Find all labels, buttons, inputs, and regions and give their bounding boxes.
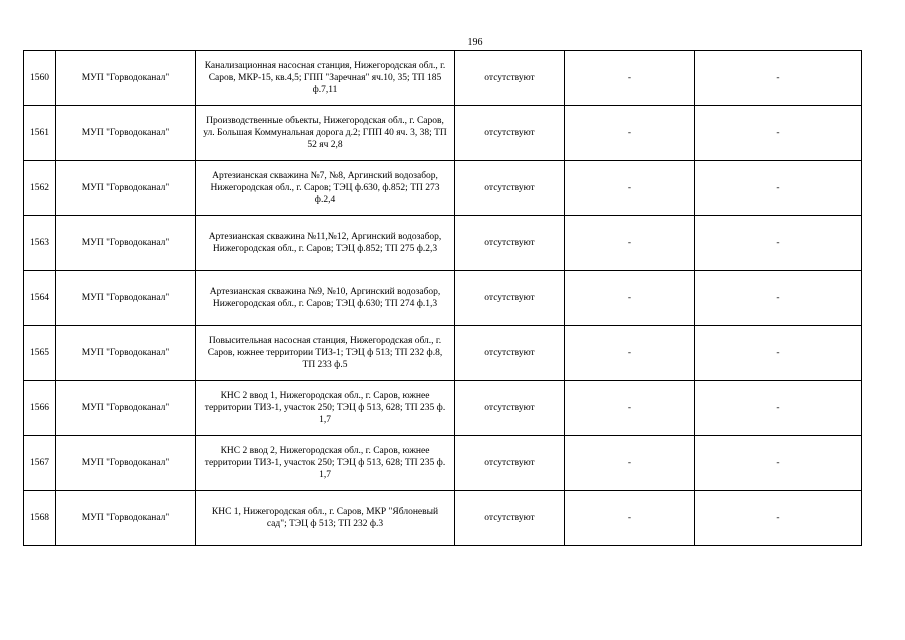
organization-cell: МУП "Горводоканал" — [56, 51, 196, 106]
status-cell: отсутствуют — [455, 51, 565, 106]
organization-cell: МУП "Горводоканал" — [56, 326, 196, 381]
table-row — [24, 381, 862, 436]
status-cell: отсутствуют — [455, 161, 565, 216]
table-row — [24, 271, 862, 326]
table-row — [24, 491, 862, 546]
object-description-cell: КНС 1, Нижегородская обл., г. Саров, МКР "Яблоневый сад"; ТЭЦ ф 513; ТП 232 ф.3 — [196, 491, 455, 546]
organization-cell: МУП "Горводоканал" — [56, 491, 196, 546]
column-5-cell: - — [565, 436, 695, 491]
table-row — [24, 161, 862, 216]
column-6-cell: - — [695, 436, 862, 491]
organization-cell: МУП "Горводоканал" — [56, 216, 196, 271]
row-number: 1568 — [24, 491, 56, 546]
column-6-cell: - — [695, 381, 862, 436]
column-5-cell: - — [565, 491, 695, 546]
object-description-cell: Производственные объекты, Нижегородская обл., г. Саров, ул. Большая Коммунальная дорога д.2; ГПП 40 яч. 3, 38; ТП 52 яч 2,8 — [196, 106, 455, 161]
status-cell: отсутствуют — [455, 216, 565, 271]
organization-cell: МУП "Горводоканал" — [56, 271, 196, 326]
column-6-cell: - — [695, 216, 862, 271]
object-description-cell: Артезианская скважина №11,№12, Аргинский водозабор, Нижегородская обл., г. Саров; ТЭЦ ф.852; ТП 275 ф.2,3 — [196, 216, 455, 271]
object-description-cell: Повысительная насосная станция, Нижегородская обл., г. Саров, южнее территории ТИЗ-1; ТЭЦ ф 513; ТП 232 ф.8, ТП 233 ф.5 — [196, 326, 455, 381]
table-row — [24, 106, 862, 161]
status-cell: отсутствуют — [455, 271, 565, 326]
column-5-cell: - — [565, 216, 695, 271]
column-5-cell: - — [565, 271, 695, 326]
organization-cell: МУП "Горводоканал" — [56, 106, 196, 161]
organization-cell: МУП "Горводоканал" — [56, 161, 196, 216]
object-description-cell: Артезианская скважина №7, №8, Аргинский водозабор, Нижегородская обл., г. Саров; ТЭЦ ф.630, ф.852; ТП 273 ф.2,4 — [196, 161, 455, 216]
row-number: 1562 — [24, 161, 56, 216]
row-number: 1564 — [24, 271, 56, 326]
row-number: 1567 — [24, 436, 56, 491]
status-cell: отсутствуют — [455, 326, 565, 381]
status-cell: отсутствуют — [455, 106, 565, 161]
registry-table-body — [24, 51, 862, 546]
object-description-cell: Артезианская скважина №9, №10, Аргинский водозабор, Нижегородская обл., г. Саров; ТЭЦ ф.630; ТП 274 ф.1,3 — [196, 271, 455, 326]
column-5-cell: - — [565, 106, 695, 161]
object-description-cell: Канализационная насосная станция, Нижегородская обл., г. Саров, МКР-15, кв.4,5; ГПП "Заречная" яч.10, 35; ТП 185 ф.7,11 — [196, 51, 455, 106]
table-row — [24, 216, 862, 271]
column-5-cell: - — [565, 381, 695, 436]
column-6-cell: - — [695, 51, 862, 106]
column-5-cell: - — [565, 161, 695, 216]
object-description-cell: КНС 2 ввод 2, Нижегородская обл., г. Саров, южнее территории ТИЗ-1, участок 250; ТЭЦ ф 513, 628; ТП 235 ф. 1,7 — [196, 436, 455, 491]
status-cell: отсутствуют — [455, 436, 565, 491]
column-5-cell: - — [565, 51, 695, 106]
organization-cell: МУП "Горводоканал" — [56, 381, 196, 436]
column-6-cell: - — [695, 161, 862, 216]
registry-table — [23, 50, 862, 546]
status-cell: отсутствуют — [455, 491, 565, 546]
row-number: 1563 — [24, 216, 56, 271]
column-6-cell: - — [695, 271, 862, 326]
status-cell: отсутствуют — [455, 381, 565, 436]
column-6-cell: - — [695, 326, 862, 381]
page-number: 196 — [467, 37, 483, 48]
table-row — [24, 326, 862, 381]
column-6-cell: - — [695, 106, 862, 161]
row-number: 1561 — [24, 106, 56, 161]
column-5-cell: - — [565, 326, 695, 381]
row-number: 1560 — [24, 51, 56, 106]
table-row — [24, 436, 862, 491]
column-6-cell: - — [695, 491, 862, 546]
object-description-cell: КНС 2 ввод 1, Нижегородская обл., г. Саров, южнее территории ТИЗ-1, участок 250; ТЭЦ ф 513, 628; ТП 235 ф. 1,7 — [196, 381, 455, 436]
organization-cell: МУП "Горводоканал" — [56, 436, 196, 491]
table-row — [24, 51, 862, 106]
row-number: 1565 — [24, 326, 56, 381]
row-number: 1566 — [24, 381, 56, 436]
